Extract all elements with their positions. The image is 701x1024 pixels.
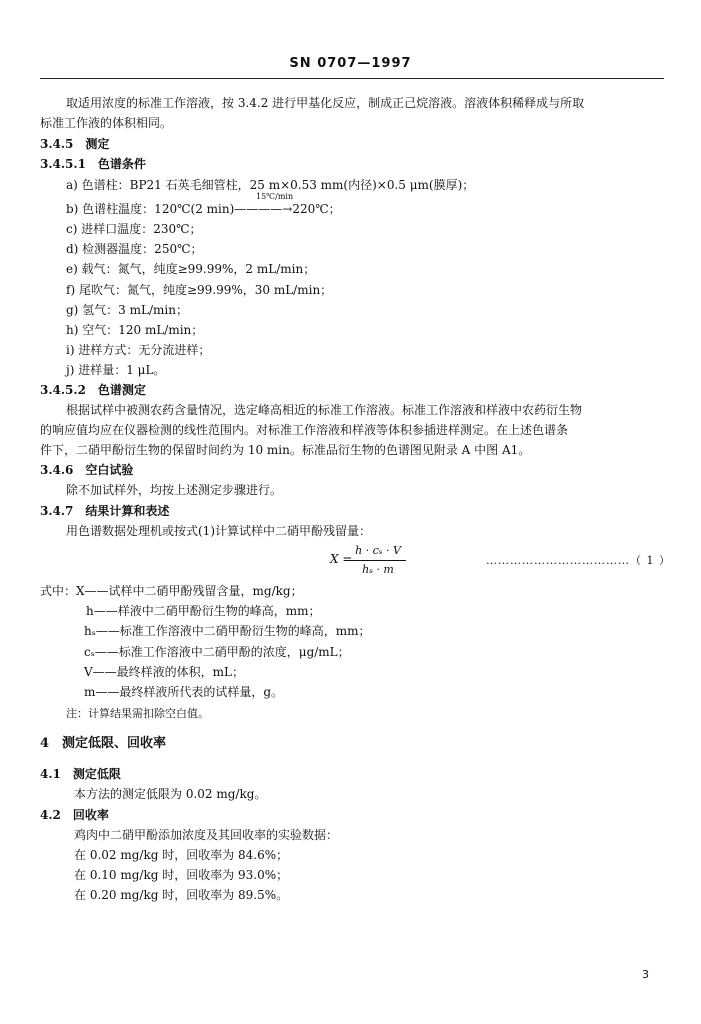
- body-line: 件下，二硝甲酚衍生物的保留时间约为 10 min。标准品衍生物的色谱图见附录 A 中图 A1。: [40, 443, 531, 457]
- section-heading: 3.4.5 测定: [40, 137, 110, 151]
- standard-code-header: SN 0707—1997: [289, 56, 412, 71]
- body-line: 在 0.02 mg/kg 时，回收率为 84.6%；: [74, 848, 289, 862]
- body-line: 在 0.10 mg/kg 时，回收率为 93.0%；: [74, 868, 289, 882]
- body-line: 在 0.20 mg/kg 时，回收率为 89.5%。: [74, 888, 289, 902]
- body-line: 的响应值均应在仪器检测的线性范围内。对标准工作溶液和样液等体积参插进样测定。在上述色谱条: [40, 423, 569, 437]
- list-item: h) 空气：120 mL/min；: [66, 323, 204, 337]
- section-heading: 3.4.7 结果计算和表述: [40, 504, 170, 518]
- note: 注：计算结果需扣除空白值。: [66, 707, 209, 720]
- fraction-bar: [350, 560, 406, 561]
- list-item: f) 尾吹气：氮气，纯度≥99.99%，30 mL/min；: [66, 283, 333, 297]
- section-heading: 4.1 测定低限: [40, 767, 121, 781]
- ramp-rate-label: 15℃/min: [256, 192, 294, 201]
- list-item: b) 色谱柱温度：120℃(2 min)————→220℃；: [66, 202, 341, 216]
- section-heading: 4.2 回收率: [40, 808, 109, 822]
- list-item: j) 进样量：1 μL。: [66, 363, 166, 377]
- header-rule: [40, 78, 664, 79]
- body-line: 用色谱数据处理机或按式(1)计算试样中二硝甲酚残留量：: [66, 524, 372, 538]
- equation-number: ………………………………（ 1 ）: [486, 554, 671, 567]
- section-heading: 3.4.5.1 色谱条件: [40, 157, 146, 171]
- equation-1: [330, 544, 410, 578]
- body-line: 标准工作液的体积相同。: [40, 116, 173, 130]
- list-item: d) 检测器温度：250℃；: [66, 242, 203, 256]
- list-item: a) 色谱柱：BP21 石英毛细管柱，25 m×0.53 mm(内径)×0.5 μm(膜厚)；: [66, 178, 475, 192]
- list-item: i) 进样方式：无分流进样；: [66, 343, 211, 357]
- list-item: c) 进样口温度：230℃；: [66, 222, 202, 236]
- variable-definition: h——样液中二硝甲酚衍生物的峰高，mm；: [86, 604, 321, 618]
- body-line: 本方法的测定低限为 0.02 mg/kg。: [74, 787, 267, 801]
- equation-fraction: [350, 544, 406, 577]
- variable-definition: hₛ——标准工作溶液中二硝甲酚衍生物的峰高，mm；: [84, 624, 371, 638]
- variable-definition: m——最终样液所代表的试样量，g。: [84, 685, 284, 699]
- page-number: 3: [642, 968, 649, 981]
- equation-numerator: h · cₛ · V: [355, 544, 401, 557]
- variable-definition: 式中：X——试样中二硝甲酚残留含量，mg/kg；: [40, 584, 303, 598]
- body-line: 除不加试样外，均按上述测定步骤进行。: [66, 483, 283, 497]
- section-heading: 3.4.5.2 色谱测定: [40, 383, 146, 397]
- body-line: 鸡肉中二硝甲酚添加浓度及其回收率的实验数据：: [74, 828, 339, 842]
- variable-definition: V——最终样液的体积，mL；: [84, 665, 245, 679]
- equation-denominator: hₛ · m: [362, 563, 394, 576]
- list-item: g) 氢气：3 mL/min；: [66, 303, 188, 317]
- variable-definition: cₛ——标准工作溶液中二硝甲酚的浓度，μg/mL；: [84, 645, 350, 659]
- body-line: 根据试样中被测农药含量情况，选定峰高相近的标准工作溶液。标准工作溶液和样液中农药衍生物: [66, 403, 583, 417]
- equation-lhs: X =: [330, 552, 353, 566]
- chapter-heading: 4 测定低限、回收率: [40, 736, 167, 751]
- list-item: e) 载气：氮气，纯度≥99.99%，2 mL/min；: [66, 262, 316, 276]
- body-line: 取适用浓度的标准工作溶液，按 3.4.2 进行甲基化反应，制成正己烷溶液。溶液体积稀释成与所取: [66, 96, 585, 110]
- section-heading: 3.4.6 空白试验: [40, 463, 134, 477]
